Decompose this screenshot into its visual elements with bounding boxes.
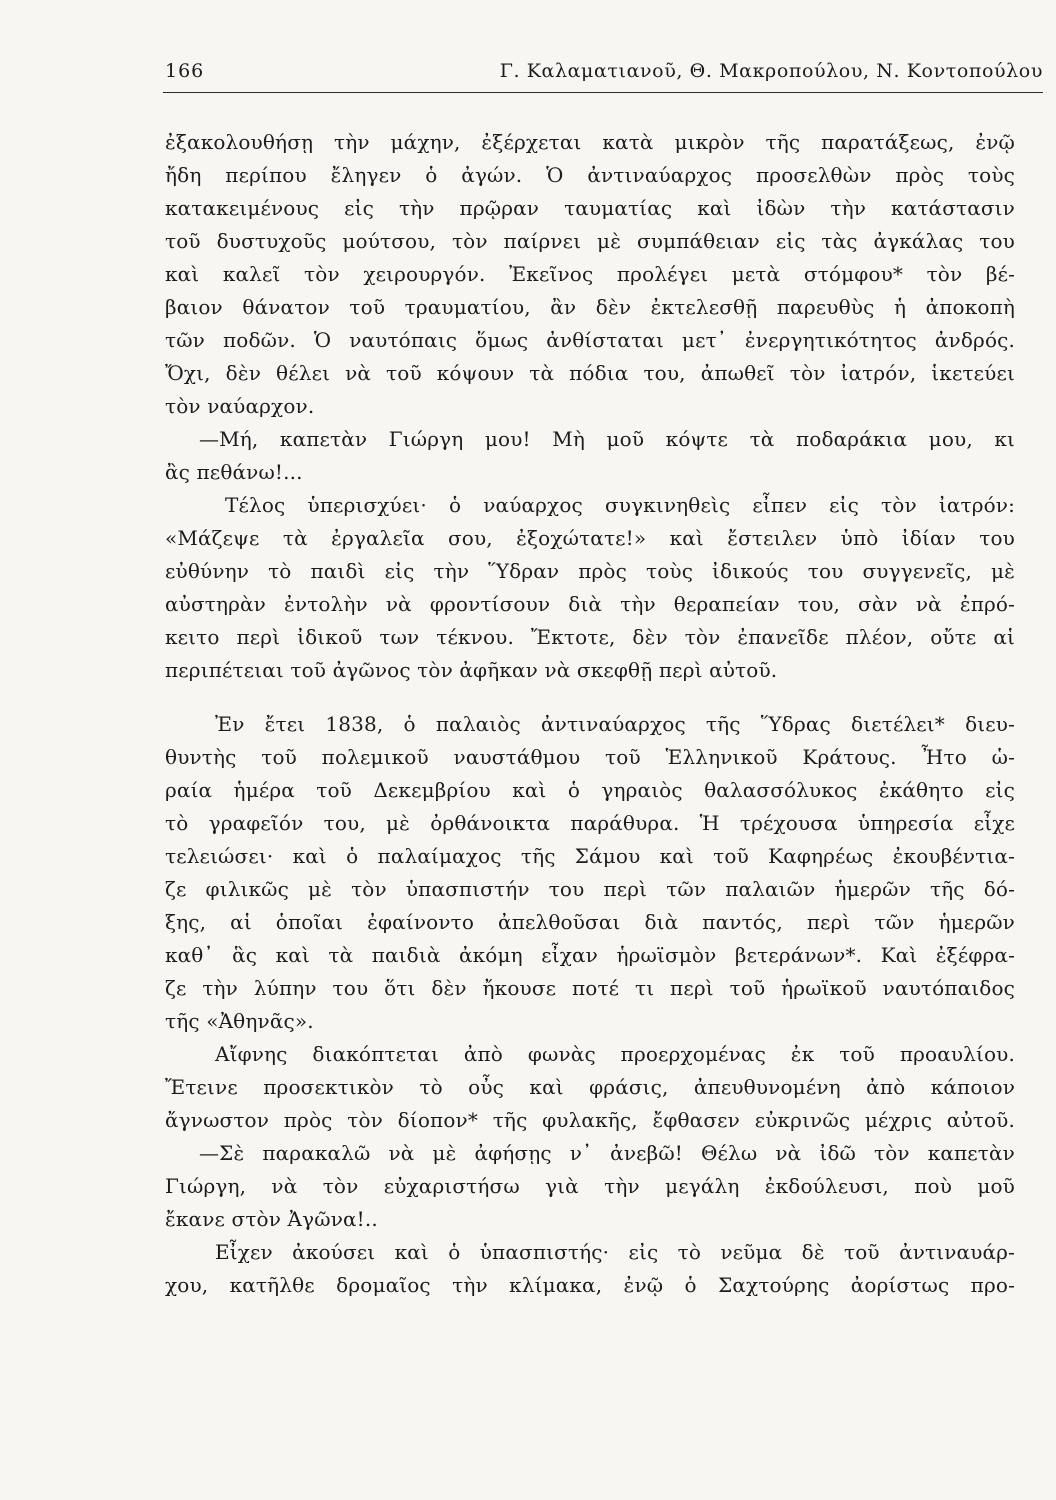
running-title-authors: Γ. Καλαματιανοῦ, Θ. Μακροπούλου, Ν. Κοντοπούλου (499, 60, 1043, 82)
text-line: καὶ καλεῖ τὸν χειρουργόν. Ἐκεῖνος προλέγει μετὰ στόμφου* τὸν βέ- (165, 262, 1015, 286)
dialogue-line: —Σὲ παρακαλῶ νὰ μὲ ἀφήσῃς ν᾽ ἀνεβῶ! Θέλω νὰ ἰδῶ τὸν καπετὰν (199, 1141, 1015, 1165)
page-number: 166 (165, 60, 205, 82)
text-line: «Μάζεψε τὰ ἐργαλεῖα σου, ἐξοχώτατε!» καὶ ἔστειλεν ὑπὸ ἰδίαν του (165, 526, 1015, 550)
text-line: τῶν ποδῶν. Ὁ ναυτόπαις ὅμως ἀνθίσταται μετ᾽ ἐνεργητικότητος ἀνδρός. (165, 328, 1015, 352)
text-line: τελειώσει· καὶ ὁ παλαίμαχος τῆς Σάμου καὶ τοῦ Καφηρέως ἐκουβέντια- (165, 844, 1015, 868)
text-line: καθ᾽ ἃς καὶ τὰ παιδιὰ ἀκόμη εἶχαν ἡρωϊσμὸν βετεράνων*. Καὶ ἐξέφρα- (165, 943, 1015, 967)
text-line: τὸν ναύαρχον. (165, 394, 315, 418)
text-line: κειτο περὶ ἰδικοῦ των τέκνου. Ἔκτοτε, δὲν τὸν ἐπανεῖδε πλέον, οὔτε αἱ (165, 625, 1015, 649)
text-line: Ἔτεινε προσεκτικὸν τὸ οὖς καὶ φράσις, ἀπευθυνομένη ἀπὸ κάποιον (165, 1075, 1015, 1099)
text-line: χου, κατῆλθε δρομαῖος τὴν κλίμακα, ἐνῷ ὁ Σαχτούρης ἀορίστως προ- (165, 1273, 1015, 1297)
text-line: ἤδη περίπου ἔληγεν ὁ ἀγών. Ὁ ἀντιναύαρχος προσελθὼν πρὸς τοὺς (165, 163, 1015, 187)
section-gap (165, 687, 1015, 708)
text-line: τοῦ δυστυχοῦς μούτσου, τὸν παίρνει μὲ συμπάθειαν εἰς τὰς ἀγκάλας του (165, 229, 1015, 253)
text-line: ζε τὴν λύπην του ὅτι δὲν ἤκουσε ποτέ τι περὶ τοῦ ἡρωϊκοῦ ναυτόπαιδος (165, 976, 1015, 1000)
dialogue-line: —Μή, καπετὰν Γιώργη μου! Μὴ μοῦ κόψτε τὰ ποδαράκια μου, κι (199, 427, 1015, 451)
paragraph-first-line: Τέλος ὑπερισχύει· ὁ ναύαρχος συγκινηθεὶς εἶπεν εἰς τὸν ἰατρόν: (225, 493, 1015, 517)
text-line: περιπέτειαι τοῦ ἀγῶνος τὸν ἀφῆκαν νὰ σκεφθῇ περὶ αὐτοῦ. (165, 658, 778, 682)
body-text (165, 126, 1015, 1302)
text-line: ζε φιλικῶς μὲ τὸν ὑπασπιστήν του περὶ τῶν παλαιῶν ἡμερῶν τῆς δό- (165, 877, 1015, 901)
text-line: Ὄχι, δὲν θέλει νὰ τοῦ κόψουν τὰ πόδια του, ἀπωθεῖ τὸν ἰατρόν, ἱκετεύει (165, 361, 1015, 385)
text-line: τὸ γραφεῖόν του, μὲ ὀρθάνοικτα παράθυρα. Ἡ τρέχουσα ὑπηρεσία εἶχε (165, 811, 1015, 835)
text-line: ξης, αἱ ὁποῖαι ἐφαίνοντο ἀπελθοῦσαι διὰ παντός, περὶ τῶν ἡμερῶν (165, 910, 1015, 934)
text-line: ἄγνωστον πρὸς τὸν δίοπον* τῆς φυλακῆς, ἔφθασεν εὐκρινῶς μέχρις αὐτοῦ. (165, 1108, 1015, 1132)
text-line: τῆς «Ἀθηνᾶς». (165, 1009, 314, 1033)
text-line: ραία ἡμέρα τοῦ Δεκεμβρίου καὶ ὁ γηραιὸς θαλασσόλυκος ἐκάθητο εἰς (165, 778, 1015, 802)
text-line: εὐθύνην τὸ παιδὶ εἰς τὴν Ὕδραν πρὸς τοὺς ἰδικούς του συγγενεῖς, μὲ (165, 559, 1015, 583)
paragraph-first-line: Εἶχεν ἀκούσει καὶ ὁ ὑπασπιστής· εἰς τὸ νεῦμα δὲ τοῦ ἀντιναυάρ- (215, 1240, 1015, 1264)
text-line: κατακειμένους εἰς τὴν πρῷραν ταυματίας καὶ ἰδὼν τὴν κατάστασιν (165, 196, 1015, 220)
text-line: Γιώργη, νὰ τὸν εὐχαριστήσω γιὰ τὴν μεγάλη ἐκδούλευσι, ποὺ μοῦ (165, 1174, 1015, 1198)
text-line: ἔκανε στὸν Ἀγῶνα!.. (165, 1207, 378, 1231)
paragraph-first-line: Ἐν ἔτει 1838, ὁ παλαιὸς ἀντιναύαρχος τῆς Ὕδρας διετέλει* διευ- (215, 712, 1015, 736)
text-line: ἐξακολουθήσῃ τὴν μάχην, ἐξέρχεται κατὰ μικρὸν τῆς παρατάξεως, ἐνῷ (165, 130, 1015, 154)
paragraph-first-line: Αἴφνης διακόπτεται ἀπὸ φωνὰς προερχομένας ἐκ τοῦ προαυλίου. (215, 1042, 1015, 1066)
text-line: βαιον θάνατον τοῦ τραυματίου, ἂν δὲν ἐκτελεσθῇ παρευθὺς ἡ ἀποκοπὴ (165, 295, 1015, 319)
text-line: θυντὴς τοῦ πολεμικοῦ ναυστάθμου τοῦ Ἑλληνικοῦ Κράτους. Ἦτο ὡ- (165, 745, 1015, 769)
header-rule (163, 92, 1043, 93)
text-line: αὐστηρὰν ἐντολὴν νὰ φροντίσουν διὰ τὴν θεραπείαν του, σὰν νὰ ἐπρό- (165, 592, 1015, 616)
running-head (165, 60, 1043, 92)
text-line: ἂς πεθάνω!... (165, 460, 303, 484)
